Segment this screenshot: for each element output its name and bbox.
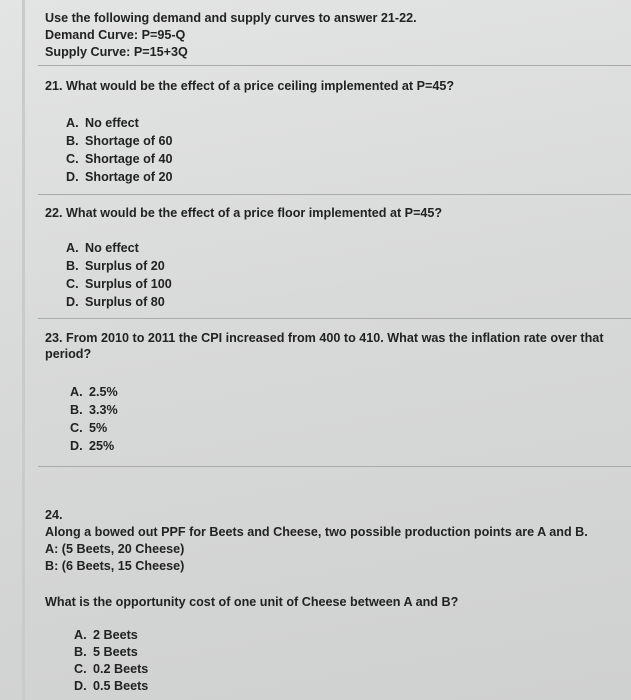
option-text: Shortage of 20 [85, 170, 173, 184]
option-letter: C. [74, 662, 87, 676]
option-letter: B. [66, 259, 79, 273]
option-text: Surplus of 80 [85, 295, 165, 309]
option-letter: A. [70, 385, 83, 399]
option-text: 5 Beets [93, 645, 138, 659]
demand-curve: Demand Curve: P=95-Q [45, 28, 186, 42]
q21-option-c [66, 151, 172, 167]
q24-option-d [74, 678, 148, 694]
q23-option-b [70, 402, 118, 418]
option-letter: A. [66, 116, 79, 130]
header-intro: Use the following demand and supply curves to answer 21-22. [45, 11, 417, 25]
q24-option-c [74, 661, 148, 677]
option-letter: D. [66, 295, 79, 309]
point-a: A: (5 Beets, 20 Cheese) [45, 542, 185, 556]
divider [38, 318, 631, 319]
option-text: 0.5 Beets [93, 679, 149, 693]
option-text: 2.5% [89, 385, 118, 399]
option-letter: A. [66, 241, 79, 255]
question-24: What is the opportunity cost of one unit of Cheese between A and B? [45, 595, 459, 609]
q21-option-d [66, 169, 172, 185]
option-letter: C. [70, 421, 83, 435]
option-text: Shortage of 60 [85, 134, 173, 148]
option-text: 3.3% [89, 403, 118, 417]
divider [38, 65, 631, 66]
option-text: 2 Beets [93, 628, 138, 642]
option-letter: B. [74, 645, 87, 659]
question-24-number: 24. [45, 508, 63, 522]
option-text: No effect [85, 241, 139, 255]
option-letter: D. [74, 679, 87, 693]
divider [38, 194, 631, 195]
option-letter: D. [66, 170, 79, 184]
option-letter: B. [70, 403, 83, 417]
option-text: 0.2 Beets [93, 662, 149, 676]
q21-option-a [66, 115, 139, 131]
question-23: 23. From 2010 to 2011 the CPI increased from 400 to 410. What was the inflation rate over that period? [45, 331, 604, 361]
page-edge [22, 0, 25, 700]
question-24-stem: Along a bowed out PPF for Beets and Cheese, two possible production points are A and B. [45, 525, 588, 539]
q23-option-a [70, 384, 118, 400]
option-text: Shortage of 40 [85, 152, 173, 166]
option-letter: C. [66, 152, 79, 166]
q22-option-d [66, 294, 165, 310]
option-text: 25% [89, 439, 115, 453]
q21-option-b [66, 133, 172, 149]
supply-curve: Supply Curve: P=15+3Q [45, 45, 188, 59]
option-text: 5% [89, 421, 108, 435]
q24-option-a [74, 627, 138, 643]
option-text: Surplus of 100 [85, 277, 172, 291]
q23-option-c [70, 420, 107, 436]
q22-option-c [66, 276, 172, 292]
option-text: Surplus of 20 [85, 259, 165, 273]
question-21: 21. What would be the effect of a price ceiling implemented at P=45? [45, 79, 455, 93]
q24-option-b [74, 644, 138, 660]
q22-option-b [66, 258, 165, 274]
q23-option-d [70, 438, 114, 454]
option-letter: D. [70, 439, 83, 453]
q22-option-a [66, 240, 139, 256]
option-letter: B. [66, 134, 79, 148]
question-22: 22. What would be the effect of a price floor implemented at P=45? [45, 206, 443, 220]
option-letter: A. [74, 628, 87, 642]
option-letter: C. [66, 277, 79, 291]
point-b: B: (6 Beets, 15 Cheese) [45, 559, 185, 573]
option-text: No effect [85, 116, 139, 130]
divider [38, 466, 631, 467]
